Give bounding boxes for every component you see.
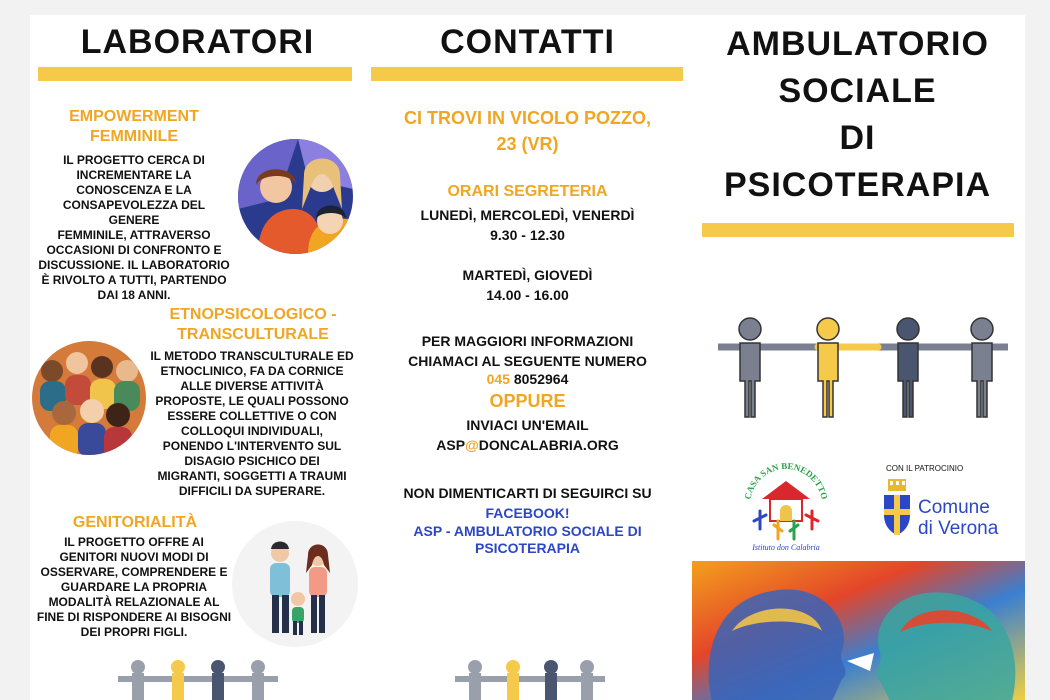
family-illustration — [232, 521, 358, 647]
bottom-figures-center — [455, 659, 605, 700]
email-address[interactable]: ASP@DONCALABRIA.ORG — [436, 437, 619, 453]
laboratori-panel — [30, 15, 365, 700]
casa-san-benedetto-logo — [736, 455, 836, 555]
multicultural-crowd-illustration — [32, 341, 146, 455]
heading-underline — [371, 67, 683, 81]
orari-title: ORARI SEGRETERIA — [447, 183, 608, 200]
section-body-empowerment: IL PROGETTO CERCA DI INCREMENTARE LA CONOSCENZA E LA CONSAPEVOLEZZA DEL GENERE FEMMINILE, ATTRAVERSO OCCASIONI DI CONFRONTO E DISCUSSIONE. IL LABORATORIO È RIVOLTO A TUTTI, PARTENDO DAI 18 ANNI. — [38, 153, 230, 302]
follow-text: NON DIMENTICARTI DI SEGUIRCI SU — [403, 485, 652, 501]
cover-underline — [702, 223, 1014, 237]
phone-number[interactable]: 045 8052964 — [486, 371, 569, 387]
orari-block-2: MARTEDÌ, GIOVEDÌ 14.00 - 16.00 — [462, 267, 593, 303]
heading-underline — [38, 67, 352, 81]
holding-hands-figures — [718, 315, 1008, 420]
orari-block-1: LUNEDÌ, MERCOLEDÌ, VENERDÌ 9.30 - 12.30 — [420, 207, 635, 243]
section-title-empowerment: EMPOWERMENT FEMMINILE — [69, 108, 199, 145]
section-body-genitorialita: IL PROGETTO OFFRE AI GENITORI NUOVI MODI DI OSSERVARE, COMPRENDERE E GUARDARE LA PROPRIA MODALITÀ RELAZIONALE AL FINE DI RISPONDERE AI BISOGNI DEI PROPRI FIGLI. — [36, 535, 232, 639]
facebook-page-link[interactable]: ASP - AMBULATORIO SOCIALE DI PSICOTERAPIA — [413, 523, 642, 556]
bottom-figures-left — [118, 659, 278, 700]
oppure-label: OPPURE — [489, 391, 566, 411]
address: CI TROVI IN VICOLO POZZO, 23 (VR) — [403, 108, 651, 154]
logo-arc-text: CASA SAN BENEDETTO — [742, 460, 830, 501]
section-title-etnopsicologico: ETNOPSICOLOGICO - TRANSCULTURALE — [169, 306, 337, 343]
women-illustration — [238, 139, 353, 254]
logo-subtitle: Istituto don Calabria — [752, 543, 820, 552]
contatti-panel — [365, 15, 690, 700]
comune-di-verona: Comune di Verona — [918, 497, 999, 539]
cover-panel — [690, 15, 1025, 700]
info-text: PER MAGGIORI INFORMAZIONI CHIAMACI AL SEGUENTE NUMERO — [408, 333, 647, 369]
facebook-label: FACEBOOK! — [485, 505, 570, 521]
laboratori-heading: LABORATORI — [80, 23, 315, 61]
contatti-heading: CONTATTI — [440, 23, 615, 61]
patrocinio-label: CON IL PATROCINIO — [886, 464, 964, 473]
colorful-heads-illustration — [692, 561, 1025, 700]
verona-coat-of-arms — [882, 479, 912, 537]
section-title-genitorialita: GENITORIALITÀ — [72, 514, 198, 531]
section-body-etnopsicologico: IL METODO TRANSCULTURALE ED ETNOCLINICO, FA DA CORNICE ALLE DIVERSE ATTIVITÀ PROPOSTE, LE QUALI POSSONO ESSERE COLLETTIVE O CON COLLOQUI INDIVIDUALI, PONENDO L'INTERVENTO SUL DISAGIO PSICHICO DEI MIGRANTI, SOGGETTI A TRAUMI DIFFICILI DA SUPERARE. — [150, 349, 354, 498]
email-block: INVIACI UN'EMAIL ASP@DONCALABRIA.ORG — [365, 415, 690, 455]
cover-title: AMBULATORIO SOCIALE DI PSICOTERAPIA — [723, 25, 992, 204]
